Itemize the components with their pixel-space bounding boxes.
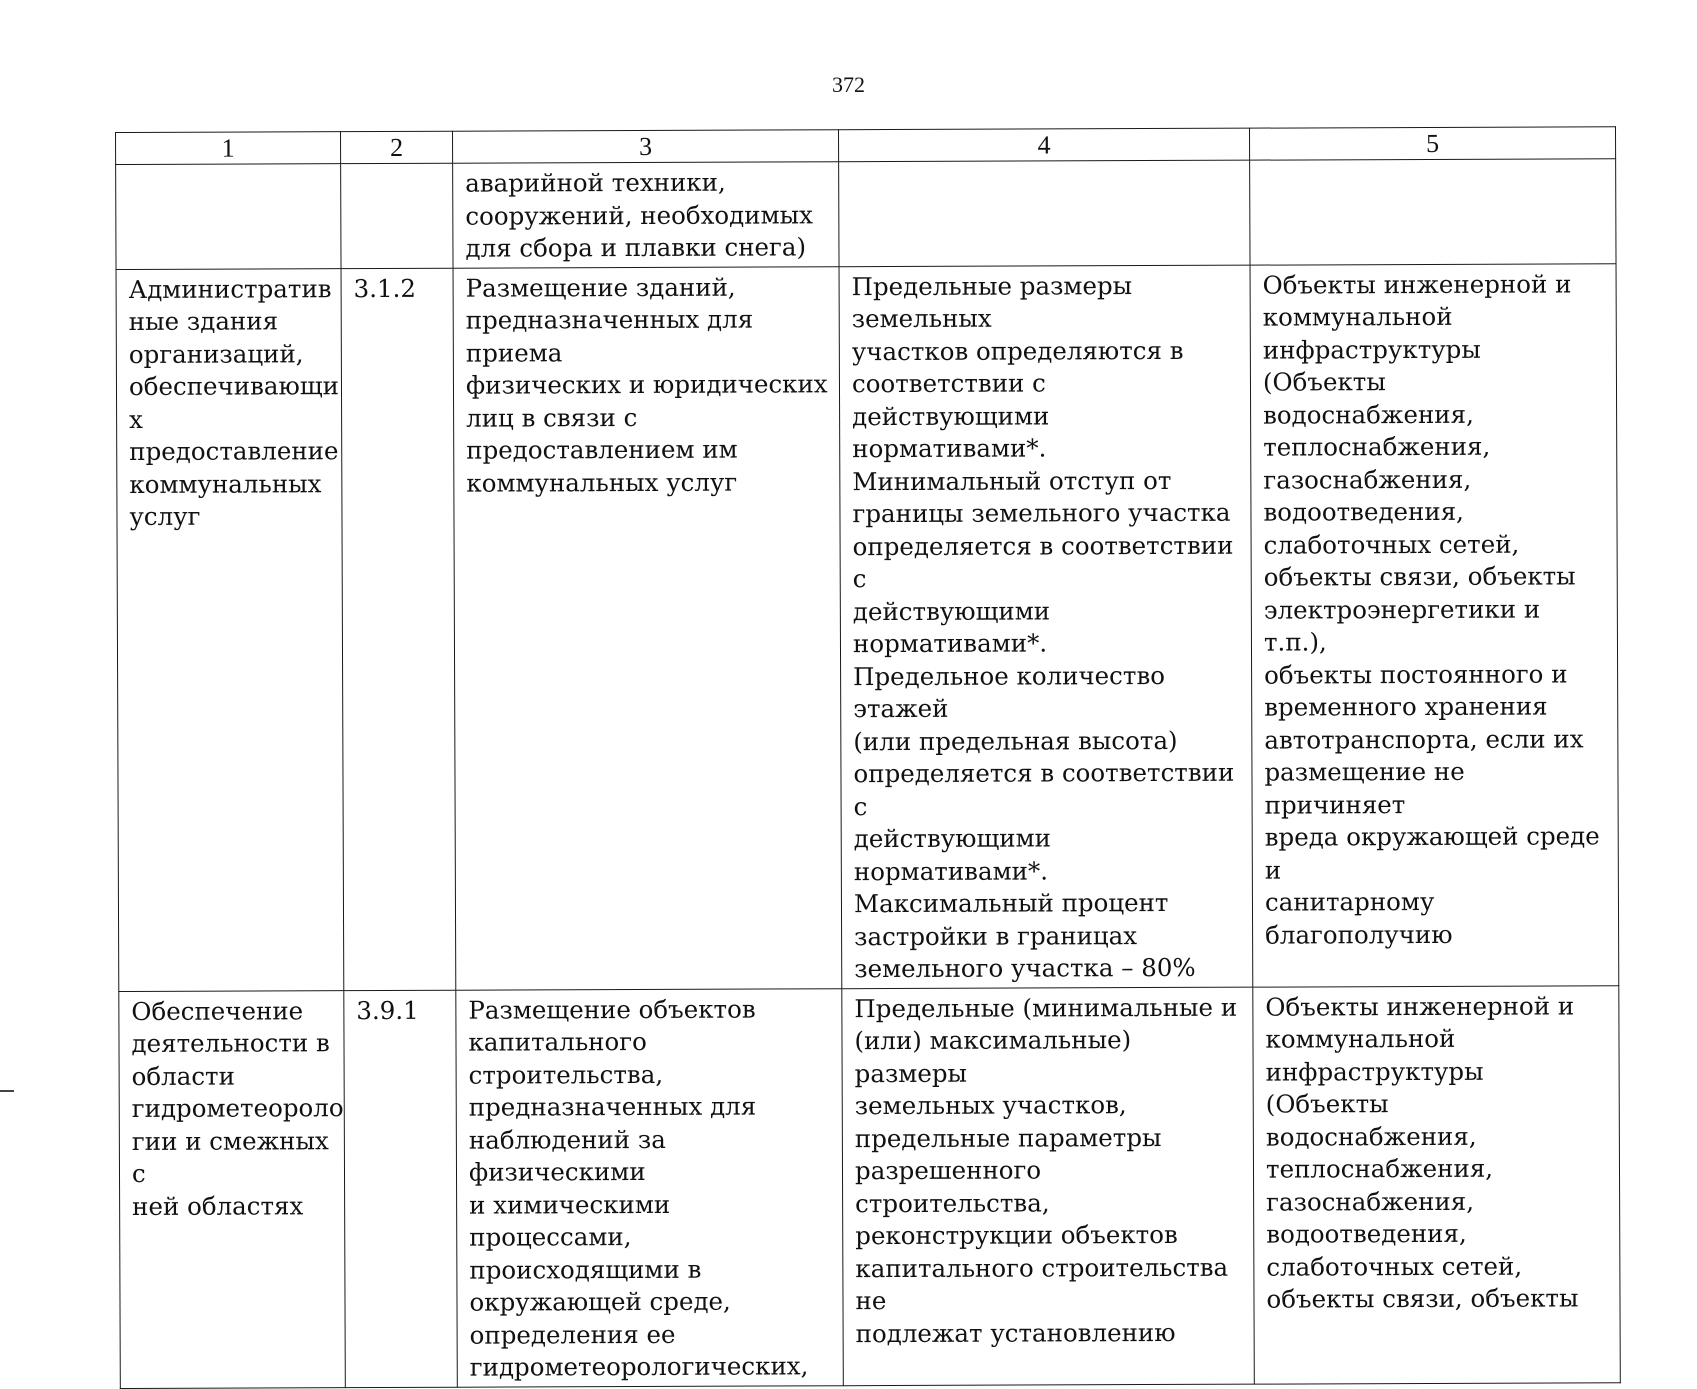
table-row <box>116 263 1619 991</box>
table-row <box>116 159 1616 269</box>
use-parameters-cell: Предельные размеры земельных участков определяются в соответствии с действующими нормативами*. Минимальный отступ от границы земельного участка определяется в соответствии с действующими нормативами*. Предельное количество этажей (или предельная высота) определяется в соответствии с действующими нормативами*. Максимальный процент застройки в границах земельного участка – 80% <box>839 265 1253 989</box>
column-header-2: 2 <box>341 131 453 163</box>
table-row <box>119 985 1621 1388</box>
margin-mark <box>0 1090 14 1092</box>
use-name-cell <box>116 164 341 269</box>
use-code-cell: 3.1.2 <box>341 268 456 990</box>
use-code-cell <box>341 163 453 268</box>
auxiliary-uses-cell: Объекты инженерной и коммунальной инфраструктуры (Объекты водоснабжения, теплоснабжения, газоснабжения, водоотведения, слаботочных сетей, объекты связи, объекты электроэнергетики и т.п.), объекты постоянного и временного хранения автотранспорта, если их размещение не причиняет вреда окружающей среде и санитарному благополучию <box>1250 263 1619 986</box>
use-code-cell: 3.9.1 <box>344 990 458 1387</box>
column-header-5: 5 <box>1249 127 1615 160</box>
auxiliary-uses-cell <box>1250 159 1616 265</box>
use-description-cell: Размещение зданий, предназначенных для приема физических и юридических лиц в связи с предоставлением им коммунальных услуг <box>453 266 842 989</box>
page-number: 372 <box>832 72 865 97</box>
auxiliary-uses-cell: Объекты инженерной и коммунальной инфраструктуры (Объекты водоснабжения, теплоснабжения, газоснабжения, водоотведения, слаботочных сетей, объекты связи, объекты <box>1253 985 1621 1383</box>
use-parameters-cell <box>839 160 1250 266</box>
use-name-cell: Административ ные здания организаций, обеспечивающи х предоставление коммунальных услуг <box>116 268 344 991</box>
use-parameters-cell: Предельные (минимальные и (или) максимальные) размеры земельных участков, предельные параметры разрешенного строительства, реконструкции объектов капитального строительства не подлежат установлению <box>842 987 1255 1386</box>
use-name-cell: Обеспечение деятельности в области гидрометеороло гии и смежных с ней областях <box>119 990 346 1388</box>
column-header-3: 3 <box>452 130 838 163</box>
column-header-4: 4 <box>838 128 1249 162</box>
use-description-cell: Размещение объектов капитального строительства, предназначенных для наблюдений за физическими и химическими процессами, происходящими в окружающей среде, определения ее гидрометеорологических, <box>456 988 844 1386</box>
column-header-1: 1 <box>116 132 341 165</box>
land-use-table <box>115 126 1621 1388</box>
use-description-cell: аварийной техники, сооружений, необходимых для сбора и плавки снега) <box>453 162 839 268</box>
